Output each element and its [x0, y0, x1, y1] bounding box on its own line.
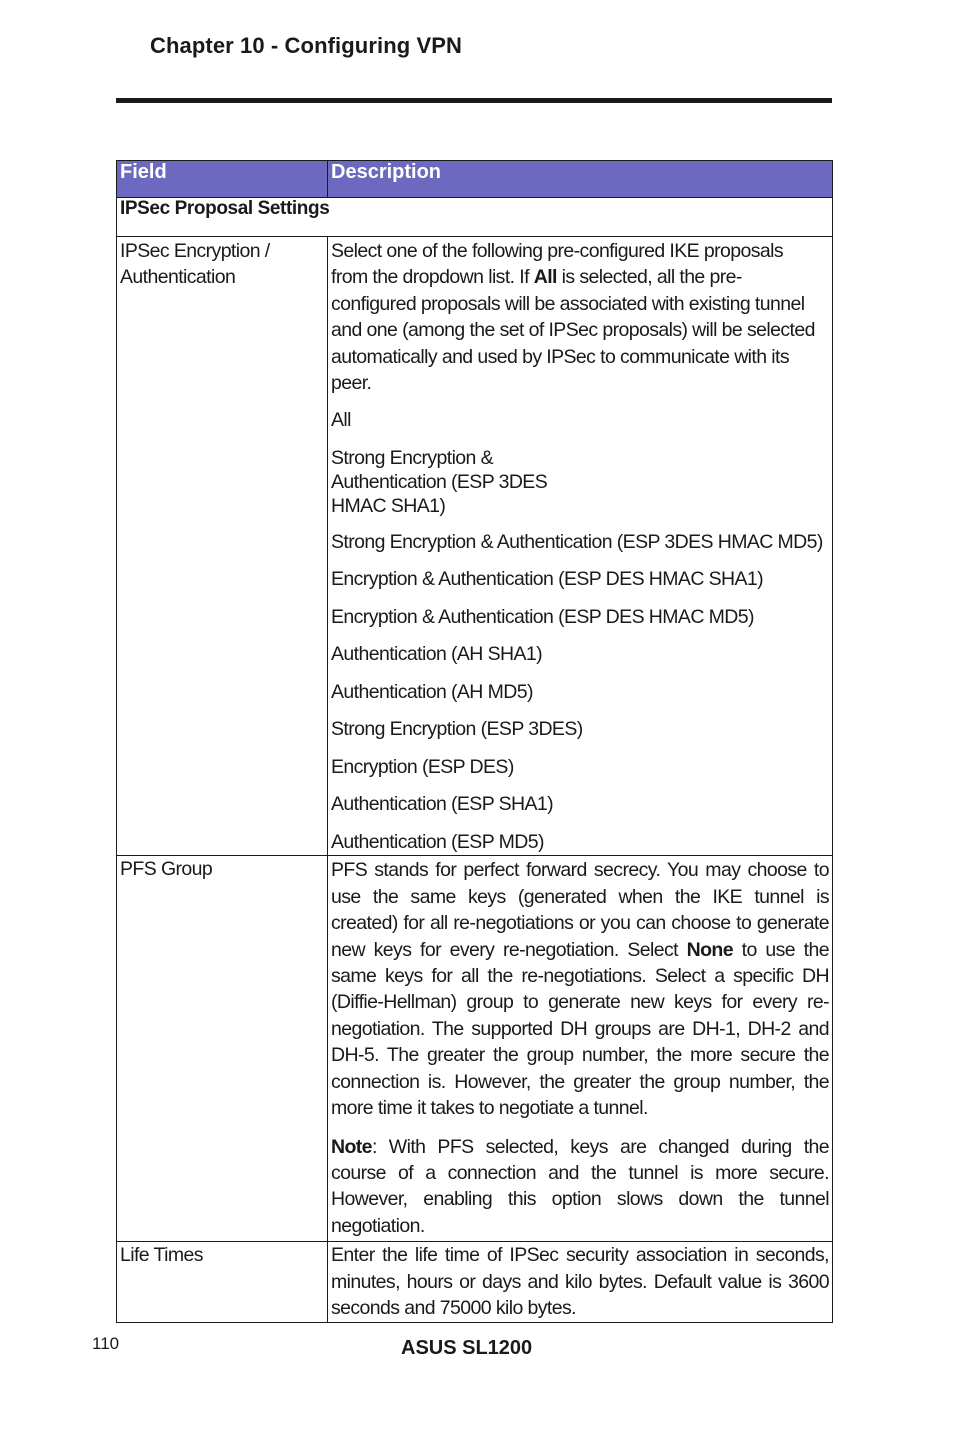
option-item: Strong Encryption & Authentication (ESP 3DES HMAC SHA1) [331, 446, 548, 517]
option-item: Authentication (AH SHA1) [331, 643, 543, 666]
description-text: Select one of the following pre-configured IKE proposals from the dropdown list. If [331, 240, 784, 289]
description-text: to use the same keys for all the re-negotiations. Select a specific DH (Diffie-Hellman) group to generate new keys for every re-negotiation. The supported DH groups are DH-1, DH-2 and DH-5. The greater the group number, the more secure the connection is. However, the greater the group number, the more time it takes to negotiate a tunnel. [331, 938, 829, 1120]
option-item: All [331, 409, 351, 432]
description-cell [328, 237, 833, 856]
field-description-table [116, 160, 833, 1323]
option-item: Authentication (AH MD5) [331, 680, 533, 703]
option-item: Strong Encryption (ESP 3DES) [331, 718, 583, 741]
column-header-description: Description [328, 161, 833, 198]
header-rule [116, 98, 832, 103]
product-name: ASUS SL1200 [401, 1337, 533, 1359]
option-item: Encryption & Authentication (ESP DES HMAC SHA1) [331, 568, 764, 591]
page-number: 110 [92, 1334, 120, 1353]
description-text: is selected, all the pre-configured proposals will be associated with existing tunnel and one (among the set of IPSec proposals) will be selected automatically and used by IPSec to communicate with its peer. [331, 266, 815, 395]
field-cell: PFS Group [117, 856, 328, 1242]
field-cell [117, 237, 328, 856]
field-label-line: Authentication [120, 266, 236, 289]
option-item: Strong Encryption & Authentication (ESP 3DES HMAC MD5) [331, 530, 823, 553]
table-row [117, 856, 833, 1242]
field-label-line: IPSec Encryption / [120, 240, 270, 262]
section-row [117, 198, 833, 237]
description-text: PFS stands for perfect forward secrecy. You may choose to use the same keys (generated when the IKE tunnel is created) for all re-negotiations or you can choose to generate new keys for every re-negotiation. Select [331, 859, 829, 961]
chapter-title: Chapter 10 - Configuring VPN [150, 33, 463, 58]
description-emphasis: All [533, 266, 557, 289]
description-cell: Enter the life time of IPSec security association in seconds, minutes, hours or days and kilo bytes. Default value is 3600 seconds and 75000 kilo bytes. [328, 1242, 833, 1322]
option-item: Encryption (ESP DES) [331, 755, 514, 778]
description-emphasis: None [686, 938, 733, 961]
option-item: Authentication (ESP MD5) [331, 830, 544, 853]
note-paragraph [331, 1134, 829, 1240]
description-cell [328, 856, 833, 1242]
description-paragraph [331, 857, 829, 1121]
column-header-field: Field [117, 161, 328, 198]
description-paragraph [331, 238, 821, 396]
note-label: Note [331, 1135, 372, 1158]
field-cell: Life Times [117, 1242, 328, 1322]
table-row [117, 1242, 833, 1322]
table-row [117, 237, 833, 856]
section-title: IPSec Proposal Settings [117, 198, 833, 237]
option-item: Authentication (ESP SHA1) [331, 793, 554, 816]
option-item: Encryption & Authentication (ESP DES HMAC MD5) [331, 605, 754, 628]
note-text: : With PFS selected, keys are changed during the course of a connection and the tunnel is more secure. However, enabling this option slows down the tunnel negotiation. [331, 1135, 829, 1237]
table-header-row [117, 161, 833, 198]
